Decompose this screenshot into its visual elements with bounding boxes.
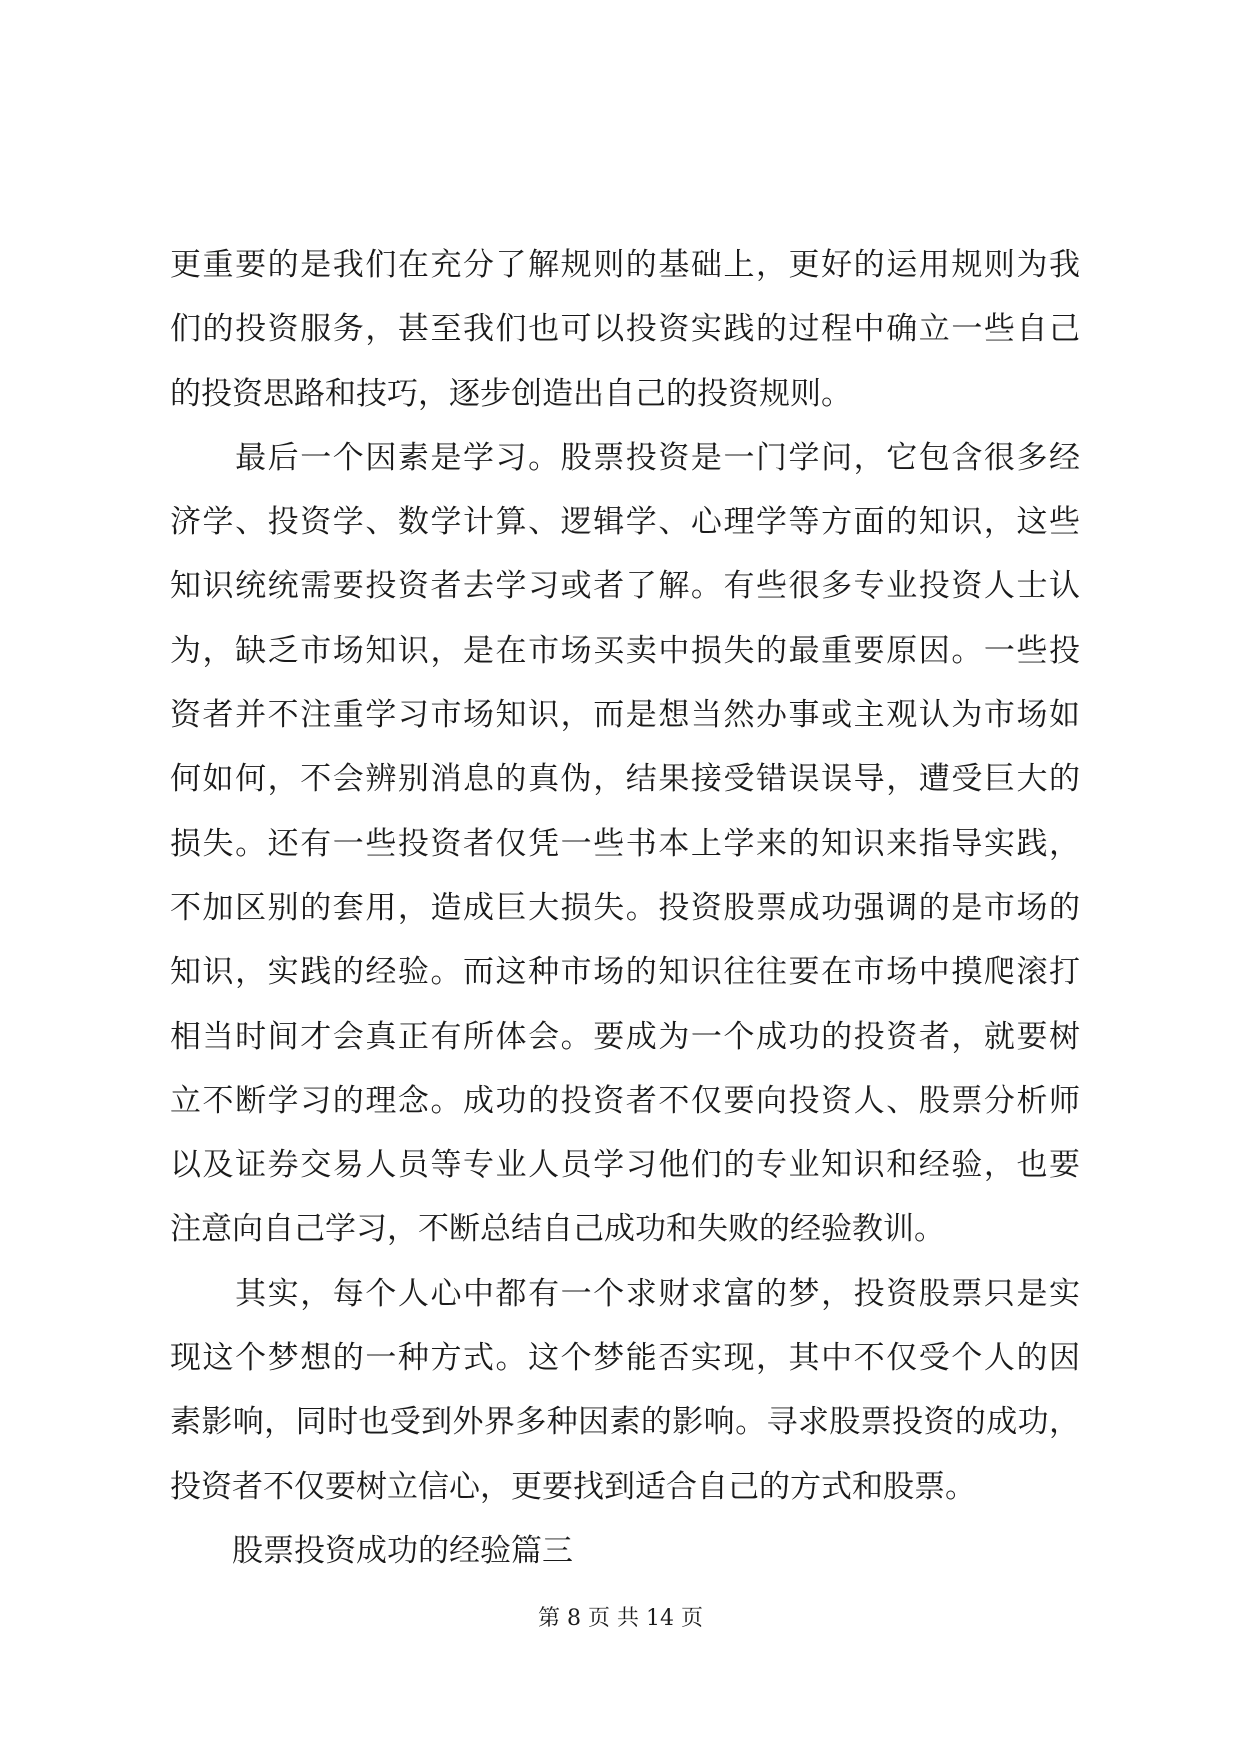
text-line: 不加区别的套用，造成巨大损失。投资股票成功强调的是市场的 (170, 889, 1080, 926)
text-line: 投资者不仅要树立信心，更要找到适合自己的方式和股票。 (170, 1468, 976, 1505)
text-line: 损失。还有一些投资者仅凭一些书本上学来的知识来指导实践， (170, 825, 1080, 862)
text-line: 济学、投资学、数学计算、逻辑学、心理学等方面的知识，这些 (170, 504, 1080, 541)
text-line: 最后一个因素是学习。股票投资是一门学问，它包含很多经 (170, 439, 1080, 476)
text-line: 素影响，同时也受到外界多种因素的影响。寻求股票投资的成功， (170, 1404, 1080, 1441)
text-line: 以及证券交易人员等专业人员学习他们的专业知识和经验，也要 (170, 1147, 1080, 1184)
text-line: 更重要的是我们在充分了解规则的基础上，更好的运用规则为我 (170, 247, 1080, 283)
text-line: 现这个梦想的一种方式。这个梦能否实现，其中不仅受个人的因 (170, 1340, 1080, 1377)
text-line: 注意向自己学习，不断总结自己成功和失败的经验教训。 (170, 1211, 945, 1248)
text-line: 们的投资服务，甚至我们也可以投资实践的过程中确立一些自己 (170, 311, 1080, 348)
text-line: 知识，实践的经验。而这种市场的知识往往要在市场中摸爬滚打 (170, 954, 1080, 991)
text-line: 何如何，不会辨别消息的真伪，结果接受错误误导，遭受巨大的 (170, 761, 1080, 798)
body-text (170, 233, 1080, 1583)
text-line: 的投资思路和技巧，逐步创造出自己的投资规则。 (170, 375, 852, 412)
section-heading: 股票投资成功的经验篇三 (170, 1532, 573, 1569)
text-line: 相当时间才会真正有所体会。要成为一个成功的投资者，就要树 (170, 1018, 1080, 1055)
text-line: 其实，每个人心中都有一个求财求富的梦，投资股票只是实 (170, 1275, 1080, 1312)
text-line: 知识统统需要投资者去学习或者了解。有些很多专业投资人士认 (170, 568, 1080, 605)
text-line: 资者并不注重学习市场知识，而是想当然办事或主观认为市场如 (170, 697, 1080, 734)
text-line: 为，缺乏市场知识，是在市场买卖中损失的最重要原因。一些投 (170, 632, 1080, 669)
text-line: 立不断学习的理念。成功的投资者不仅要向投资人、股票分析师 (170, 1082, 1080, 1119)
page-footer: 第 8 页 共 14 页 (538, 1606, 703, 1631)
